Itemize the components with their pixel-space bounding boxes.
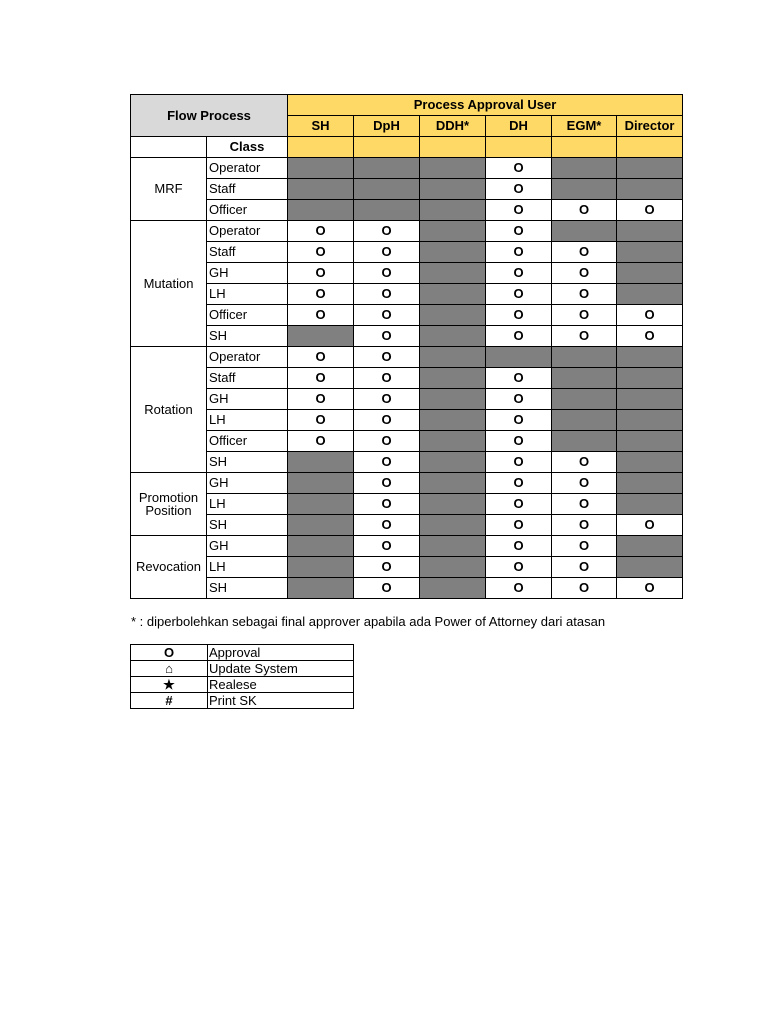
approval-mark: O — [486, 221, 552, 242]
approval-mark: O — [288, 221, 354, 242]
table-row — [131, 347, 683, 368]
disabled-cell — [552, 368, 617, 389]
approval-mark: O — [288, 263, 354, 284]
disabled-cell — [420, 242, 486, 263]
table-row — [131, 473, 683, 494]
table-row — [131, 200, 683, 221]
legend-label: Print SK — [208, 693, 354, 709]
approval-mark: O — [552, 557, 617, 578]
class-row-cell — [354, 137, 420, 158]
class-row-cell — [420, 137, 486, 158]
approval-mark: O — [288, 431, 354, 452]
disabled-cell — [420, 473, 486, 494]
class-label: GH — [207, 389, 288, 410]
approval-mark: O — [552, 263, 617, 284]
flow-process-header: Flow Process — [131, 95, 288, 137]
class-label: Operator — [207, 158, 288, 179]
approval-mark: O — [552, 473, 617, 494]
approval-mark: O — [354, 242, 420, 263]
table-row — [131, 179, 683, 200]
disabled-cell — [552, 431, 617, 452]
footnote: * : diperbolehkan sebagai final approver apabila ada Power of Attorney dari atasan — [131, 614, 606, 629]
approval-mark: O — [354, 389, 420, 410]
disabled-cell — [288, 473, 354, 494]
approval-mark: O — [552, 536, 617, 557]
disabled-cell — [552, 389, 617, 410]
approval-mark: O — [354, 431, 420, 452]
approval-mark: O — [486, 305, 552, 326]
role-header-ddh: DDH* — [420, 116, 486, 137]
approval-mark: O — [354, 578, 420, 599]
approval-mark: O — [354, 557, 420, 578]
class-row-cell — [617, 137, 683, 158]
approval-mark: O — [486, 263, 552, 284]
disabled-cell — [420, 158, 486, 179]
class-label: LH — [207, 284, 288, 305]
approval-mark: O — [552, 452, 617, 473]
group-label: Mutation — [131, 221, 207, 347]
disabled-cell — [354, 179, 420, 200]
approval-mark: O — [354, 410, 420, 431]
disabled-cell — [420, 536, 486, 557]
disabled-cell — [420, 494, 486, 515]
disabled-cell — [552, 179, 617, 200]
approval-mark: O — [354, 305, 420, 326]
class-row-cell — [288, 137, 354, 158]
approval-mark: O — [354, 347, 420, 368]
disabled-cell — [420, 284, 486, 305]
disabled-cell — [288, 557, 354, 578]
disabled-cell — [420, 368, 486, 389]
class-label: LH — [207, 557, 288, 578]
class-label: Operator — [207, 221, 288, 242]
disabled-cell — [420, 578, 486, 599]
table-row — [131, 452, 683, 473]
legend-row — [131, 677, 354, 693]
approval-mark: O — [486, 158, 552, 179]
class-label: Officer — [207, 200, 288, 221]
approval-mark: O — [354, 515, 420, 536]
class-label: LH — [207, 494, 288, 515]
class-label: SH — [207, 515, 288, 536]
role-header-director: Director — [617, 116, 683, 137]
class-label: Officer — [207, 431, 288, 452]
legend-symbol: ★ — [131, 677, 208, 693]
approval-mark: O — [354, 368, 420, 389]
class-label: GH — [207, 536, 288, 557]
disabled-cell — [420, 263, 486, 284]
class-label: Staff — [207, 179, 288, 200]
approval-mark: O — [288, 410, 354, 431]
table-row — [131, 326, 683, 347]
disabled-cell — [288, 494, 354, 515]
approval-mark: O — [354, 452, 420, 473]
table-row — [131, 389, 683, 410]
role-header-sh: SH — [288, 116, 354, 137]
disabled-cell — [617, 368, 683, 389]
group-label: Revocation — [131, 536, 207, 599]
approval-mark: O — [552, 515, 617, 536]
disabled-cell — [617, 536, 683, 557]
table-row — [131, 221, 683, 242]
approval-mark: O — [288, 305, 354, 326]
approval-mark: O — [354, 221, 420, 242]
disabled-cell — [617, 431, 683, 452]
disabled-cell — [617, 452, 683, 473]
disabled-cell — [617, 557, 683, 578]
class-label: SH — [207, 578, 288, 599]
disabled-cell — [420, 221, 486, 242]
table-row — [131, 494, 683, 515]
group-label: MRF — [131, 158, 207, 221]
disabled-cell — [617, 221, 683, 242]
approval-mark: O — [552, 578, 617, 599]
legend-label: Update System — [208, 661, 354, 677]
approval-mark: O — [486, 536, 552, 557]
disabled-cell — [420, 200, 486, 221]
approval-mark: O — [288, 284, 354, 305]
disabled-cell — [420, 557, 486, 578]
process-approval-user-header: Process Approval User — [288, 95, 683, 116]
disabled-cell — [288, 515, 354, 536]
approval-mark: O — [288, 368, 354, 389]
legend-row — [131, 693, 354, 709]
disabled-cell — [552, 410, 617, 431]
role-header-dph: DpH — [354, 116, 420, 137]
disabled-cell — [420, 347, 486, 368]
legend-symbol: # — [131, 693, 208, 709]
role-header-egm: EGM* — [552, 116, 617, 137]
table-row — [131, 515, 683, 536]
approval-mark: O — [486, 200, 552, 221]
legend-symbol: O — [131, 645, 208, 661]
disabled-cell — [288, 536, 354, 557]
approval-mark: O — [486, 284, 552, 305]
table-row — [131, 557, 683, 578]
disabled-cell — [617, 284, 683, 305]
table-row — [131, 284, 683, 305]
table-row — [131, 158, 683, 179]
disabled-cell — [552, 347, 617, 368]
approval-mark: O — [552, 242, 617, 263]
disabled-cell — [420, 326, 486, 347]
disabled-cell — [288, 326, 354, 347]
legend-row — [131, 661, 354, 677]
approval-mark: O — [486, 473, 552, 494]
approval-mark: O — [486, 389, 552, 410]
approval-mark: O — [486, 368, 552, 389]
class-label: LH — [207, 410, 288, 431]
class-label: SH — [207, 326, 288, 347]
disabled-cell — [288, 452, 354, 473]
approval-mark: O — [617, 200, 683, 221]
approval-mark: O — [486, 326, 552, 347]
legend-table — [130, 644, 354, 709]
approval-mark: O — [486, 515, 552, 536]
approval-mark: O — [617, 515, 683, 536]
approval-mark: O — [354, 473, 420, 494]
disabled-cell — [288, 158, 354, 179]
approval-matrix-table — [130, 94, 683, 599]
disabled-cell — [420, 515, 486, 536]
disabled-cell — [486, 347, 552, 368]
group-label: Promotion Position — [131, 473, 207, 536]
table-row — [131, 536, 683, 557]
approval-mark: O — [354, 326, 420, 347]
disabled-cell — [288, 578, 354, 599]
disabled-cell — [617, 263, 683, 284]
approval-mark: O — [354, 263, 420, 284]
approval-mark: O — [486, 557, 552, 578]
approval-mark: O — [354, 284, 420, 305]
disabled-cell — [288, 200, 354, 221]
disabled-cell — [617, 179, 683, 200]
table-row — [131, 305, 683, 326]
disabled-cell — [617, 242, 683, 263]
table-row — [131, 242, 683, 263]
approval-mark: O — [354, 536, 420, 557]
class-label: SH — [207, 452, 288, 473]
disabled-cell — [617, 389, 683, 410]
group-label: Rotation — [131, 347, 207, 473]
approval-mark: O — [288, 242, 354, 263]
disabled-cell — [420, 410, 486, 431]
disabled-cell — [552, 158, 617, 179]
approval-mark: O — [486, 242, 552, 263]
disabled-cell — [420, 389, 486, 410]
approval-mark: O — [354, 494, 420, 515]
approval-mark: O — [486, 179, 552, 200]
legend-symbol: ⌂ — [131, 661, 208, 677]
class-label: GH — [207, 263, 288, 284]
approval-mark: O — [288, 389, 354, 410]
approval-mark: O — [288, 347, 354, 368]
class-label: Officer — [207, 305, 288, 326]
disabled-cell — [617, 347, 683, 368]
approval-mark: O — [617, 578, 683, 599]
disabled-cell — [288, 179, 354, 200]
disabled-cell — [420, 452, 486, 473]
approval-mark: O — [617, 326, 683, 347]
legend-label: Realese — [208, 677, 354, 693]
disabled-cell — [617, 158, 683, 179]
disabled-cell — [420, 179, 486, 200]
table-row — [131, 263, 683, 284]
class-header-spacer — [131, 137, 207, 158]
approval-mark: O — [486, 410, 552, 431]
approval-mark: O — [552, 494, 617, 515]
disabled-cell — [617, 473, 683, 494]
class-row-cell — [552, 137, 617, 158]
disabled-cell — [617, 494, 683, 515]
approval-mark: O — [552, 305, 617, 326]
table-row — [131, 368, 683, 389]
disabled-cell — [420, 305, 486, 326]
class-label: Operator — [207, 347, 288, 368]
approval-mark: O — [552, 200, 617, 221]
class-label: Staff — [207, 368, 288, 389]
approval-mark: O — [486, 578, 552, 599]
disabled-cell — [420, 431, 486, 452]
approval-mark: O — [486, 452, 552, 473]
approval-mark: O — [552, 284, 617, 305]
table-row — [131, 410, 683, 431]
approval-mark: O — [486, 494, 552, 515]
class-label: GH — [207, 473, 288, 494]
approval-mark: O — [552, 326, 617, 347]
disabled-cell — [354, 158, 420, 179]
role-header-dh: DH — [486, 116, 552, 137]
table-row — [131, 431, 683, 452]
legend-label: Approval — [208, 645, 354, 661]
disabled-cell — [617, 410, 683, 431]
approval-mark: O — [486, 431, 552, 452]
table-row — [131, 578, 683, 599]
class-header: Class — [207, 137, 288, 158]
class-label: Staff — [207, 242, 288, 263]
approval-mark: O — [617, 305, 683, 326]
legend-row — [131, 645, 354, 661]
class-row-cell — [486, 137, 552, 158]
disabled-cell — [354, 200, 420, 221]
disabled-cell — [552, 221, 617, 242]
